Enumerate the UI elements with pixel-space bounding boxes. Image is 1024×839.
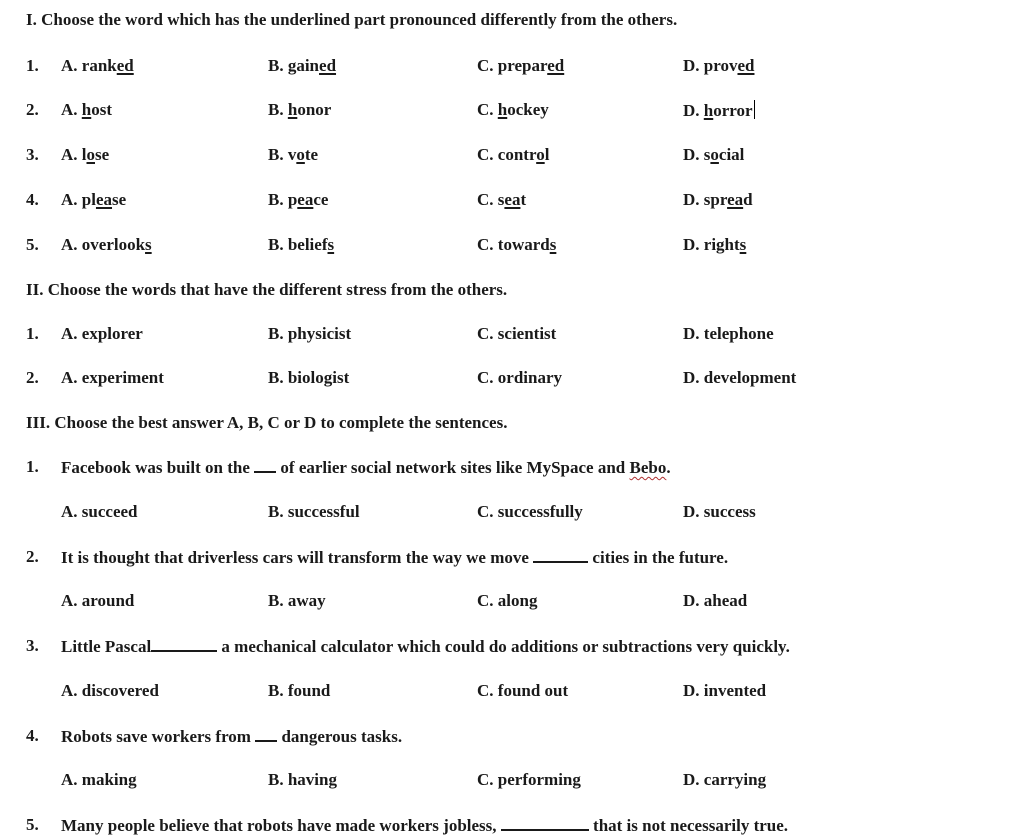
- option-b[interactable]: B. vote: [268, 145, 319, 164]
- option-d[interactable]: D. success: [683, 502, 756, 521]
- text-cursor: [754, 100, 755, 119]
- question-number: 1.: [26, 56, 39, 75]
- options-row: [0, 770, 1024, 794]
- option-d[interactable]: D. carrying: [683, 770, 767, 789]
- question-number: 1.: [26, 324, 39, 343]
- question-row: [0, 235, 1024, 259]
- option-b[interactable]: B. found: [268, 681, 331, 700]
- question-number: 2.: [26, 368, 39, 387]
- question-stem-row: [0, 457, 1024, 481]
- question-number: 4.: [26, 190, 39, 209]
- answer-blank[interactable]: [151, 636, 217, 652]
- option-d[interactable]: D. spread: [683, 190, 753, 209]
- option-a[interactable]: A. experiment: [61, 368, 164, 387]
- question-number: 3.: [26, 636, 39, 655]
- question-row: [0, 145, 1024, 169]
- option-a[interactable]: A. succeed: [61, 502, 138, 521]
- option-b[interactable]: B. gained: [268, 56, 337, 75]
- option-b[interactable]: B. away: [268, 591, 326, 610]
- question-stem: It is thought that driverless cars will transform the way we move cities in the future.: [61, 548, 729, 567]
- option-c[interactable]: C. hockey: [477, 100, 549, 119]
- option-c[interactable]: C. prepared: [477, 56, 565, 75]
- option-d[interactable]: D. ahead: [683, 591, 748, 610]
- question-number: 5.: [26, 815, 39, 834]
- option-c[interactable]: C. scientist: [477, 324, 557, 343]
- option-b[interactable]: B. beliefs: [268, 235, 335, 254]
- answer-blank[interactable]: [255, 726, 277, 742]
- answer-blank[interactable]: [254, 457, 276, 473]
- option-a[interactable]: A. discovered: [61, 681, 159, 700]
- option-a[interactable]: A. around: [61, 591, 135, 610]
- option-b[interactable]: B. honor: [268, 100, 332, 119]
- option-c[interactable]: C. towards: [477, 235, 557, 254]
- option-b[interactable]: B. successful: [268, 502, 360, 521]
- option-b[interactable]: B. physicist: [268, 324, 352, 343]
- question-stem-row: [0, 547, 1024, 571]
- option-a[interactable]: A. making: [61, 770, 137, 789]
- section-1-heading: I. Choose the word which has the underlined part pronounced differently from the others.: [26, 10, 678, 29]
- option-d[interactable]: D. horror: [683, 101, 753, 120]
- option-d[interactable]: D. invented: [683, 681, 767, 700]
- option-b[interactable]: B. biologist: [268, 368, 350, 387]
- question-stem: Robots save workers from dangerous tasks.: [61, 727, 403, 746]
- option-a[interactable]: A. please: [61, 190, 127, 209]
- answer-blank[interactable]: [533, 547, 588, 563]
- question-number: 3.: [26, 145, 39, 164]
- option-d[interactable]: D. telephone: [683, 324, 774, 343]
- question-stem: Facebook was built on the of earlier social network sites like MySpace and Bebo.: [61, 458, 671, 477]
- question-stem-row: [0, 636, 1024, 660]
- question-number: 4.: [26, 726, 39, 745]
- options-row: [0, 502, 1024, 526]
- option-c[interactable]: C. seat: [477, 190, 527, 209]
- option-c[interactable]: C. control: [477, 145, 550, 164]
- option-a[interactable]: A. overlooks: [61, 235, 152, 254]
- question-row: [0, 190, 1024, 214]
- question-stem-row: [0, 815, 1024, 839]
- options-row: [0, 681, 1024, 705]
- option-a[interactable]: A. lose: [61, 145, 110, 164]
- option-a[interactable]: A. explorer: [61, 324, 143, 343]
- option-c[interactable]: C. successfully: [477, 502, 583, 521]
- option-b[interactable]: B. peace: [268, 190, 329, 209]
- question-row: [0, 56, 1024, 80]
- option-a[interactable]: A. ranked: [61, 56, 134, 75]
- option-d[interactable]: D. rights: [683, 235, 747, 254]
- option-c[interactable]: C. ordinary: [477, 368, 562, 387]
- question-row: [0, 324, 1024, 348]
- question-stem-row: [0, 726, 1024, 750]
- question-stem: Little Pascal a mechanical calculator which could do additions or subtractions very quickly.: [61, 637, 790, 656]
- section-3-heading: III. Choose the best answer A, B, C or D to complete the sentences.: [26, 413, 508, 432]
- question-number: 1.: [26, 457, 39, 476]
- question-stem: Many people believe that robots have made workers jobless, that is not necessarily true.: [61, 816, 789, 835]
- option-c[interactable]: C. along: [477, 591, 538, 610]
- options-row: [0, 591, 1024, 615]
- question-number: 5.: [26, 235, 39, 254]
- option-d[interactable]: D. proved: [683, 56, 755, 75]
- option-a[interactable]: A. host: [61, 100, 113, 119]
- answer-blank[interactable]: [501, 815, 589, 831]
- option-c[interactable]: C. found out: [477, 681, 569, 700]
- option-d[interactable]: D. social: [683, 145, 745, 164]
- option-c[interactable]: C. performing: [477, 770, 581, 789]
- question-row: [0, 100, 1024, 124]
- question-number: 2.: [26, 547, 39, 566]
- section-2-heading: II. Choose the words that have the different stress from the others.: [26, 280, 508, 299]
- question-row: [0, 368, 1024, 392]
- question-number: 2.: [26, 100, 39, 119]
- option-d[interactable]: D. development: [683, 368, 797, 387]
- option-b[interactable]: B. having: [268, 770, 337, 789]
